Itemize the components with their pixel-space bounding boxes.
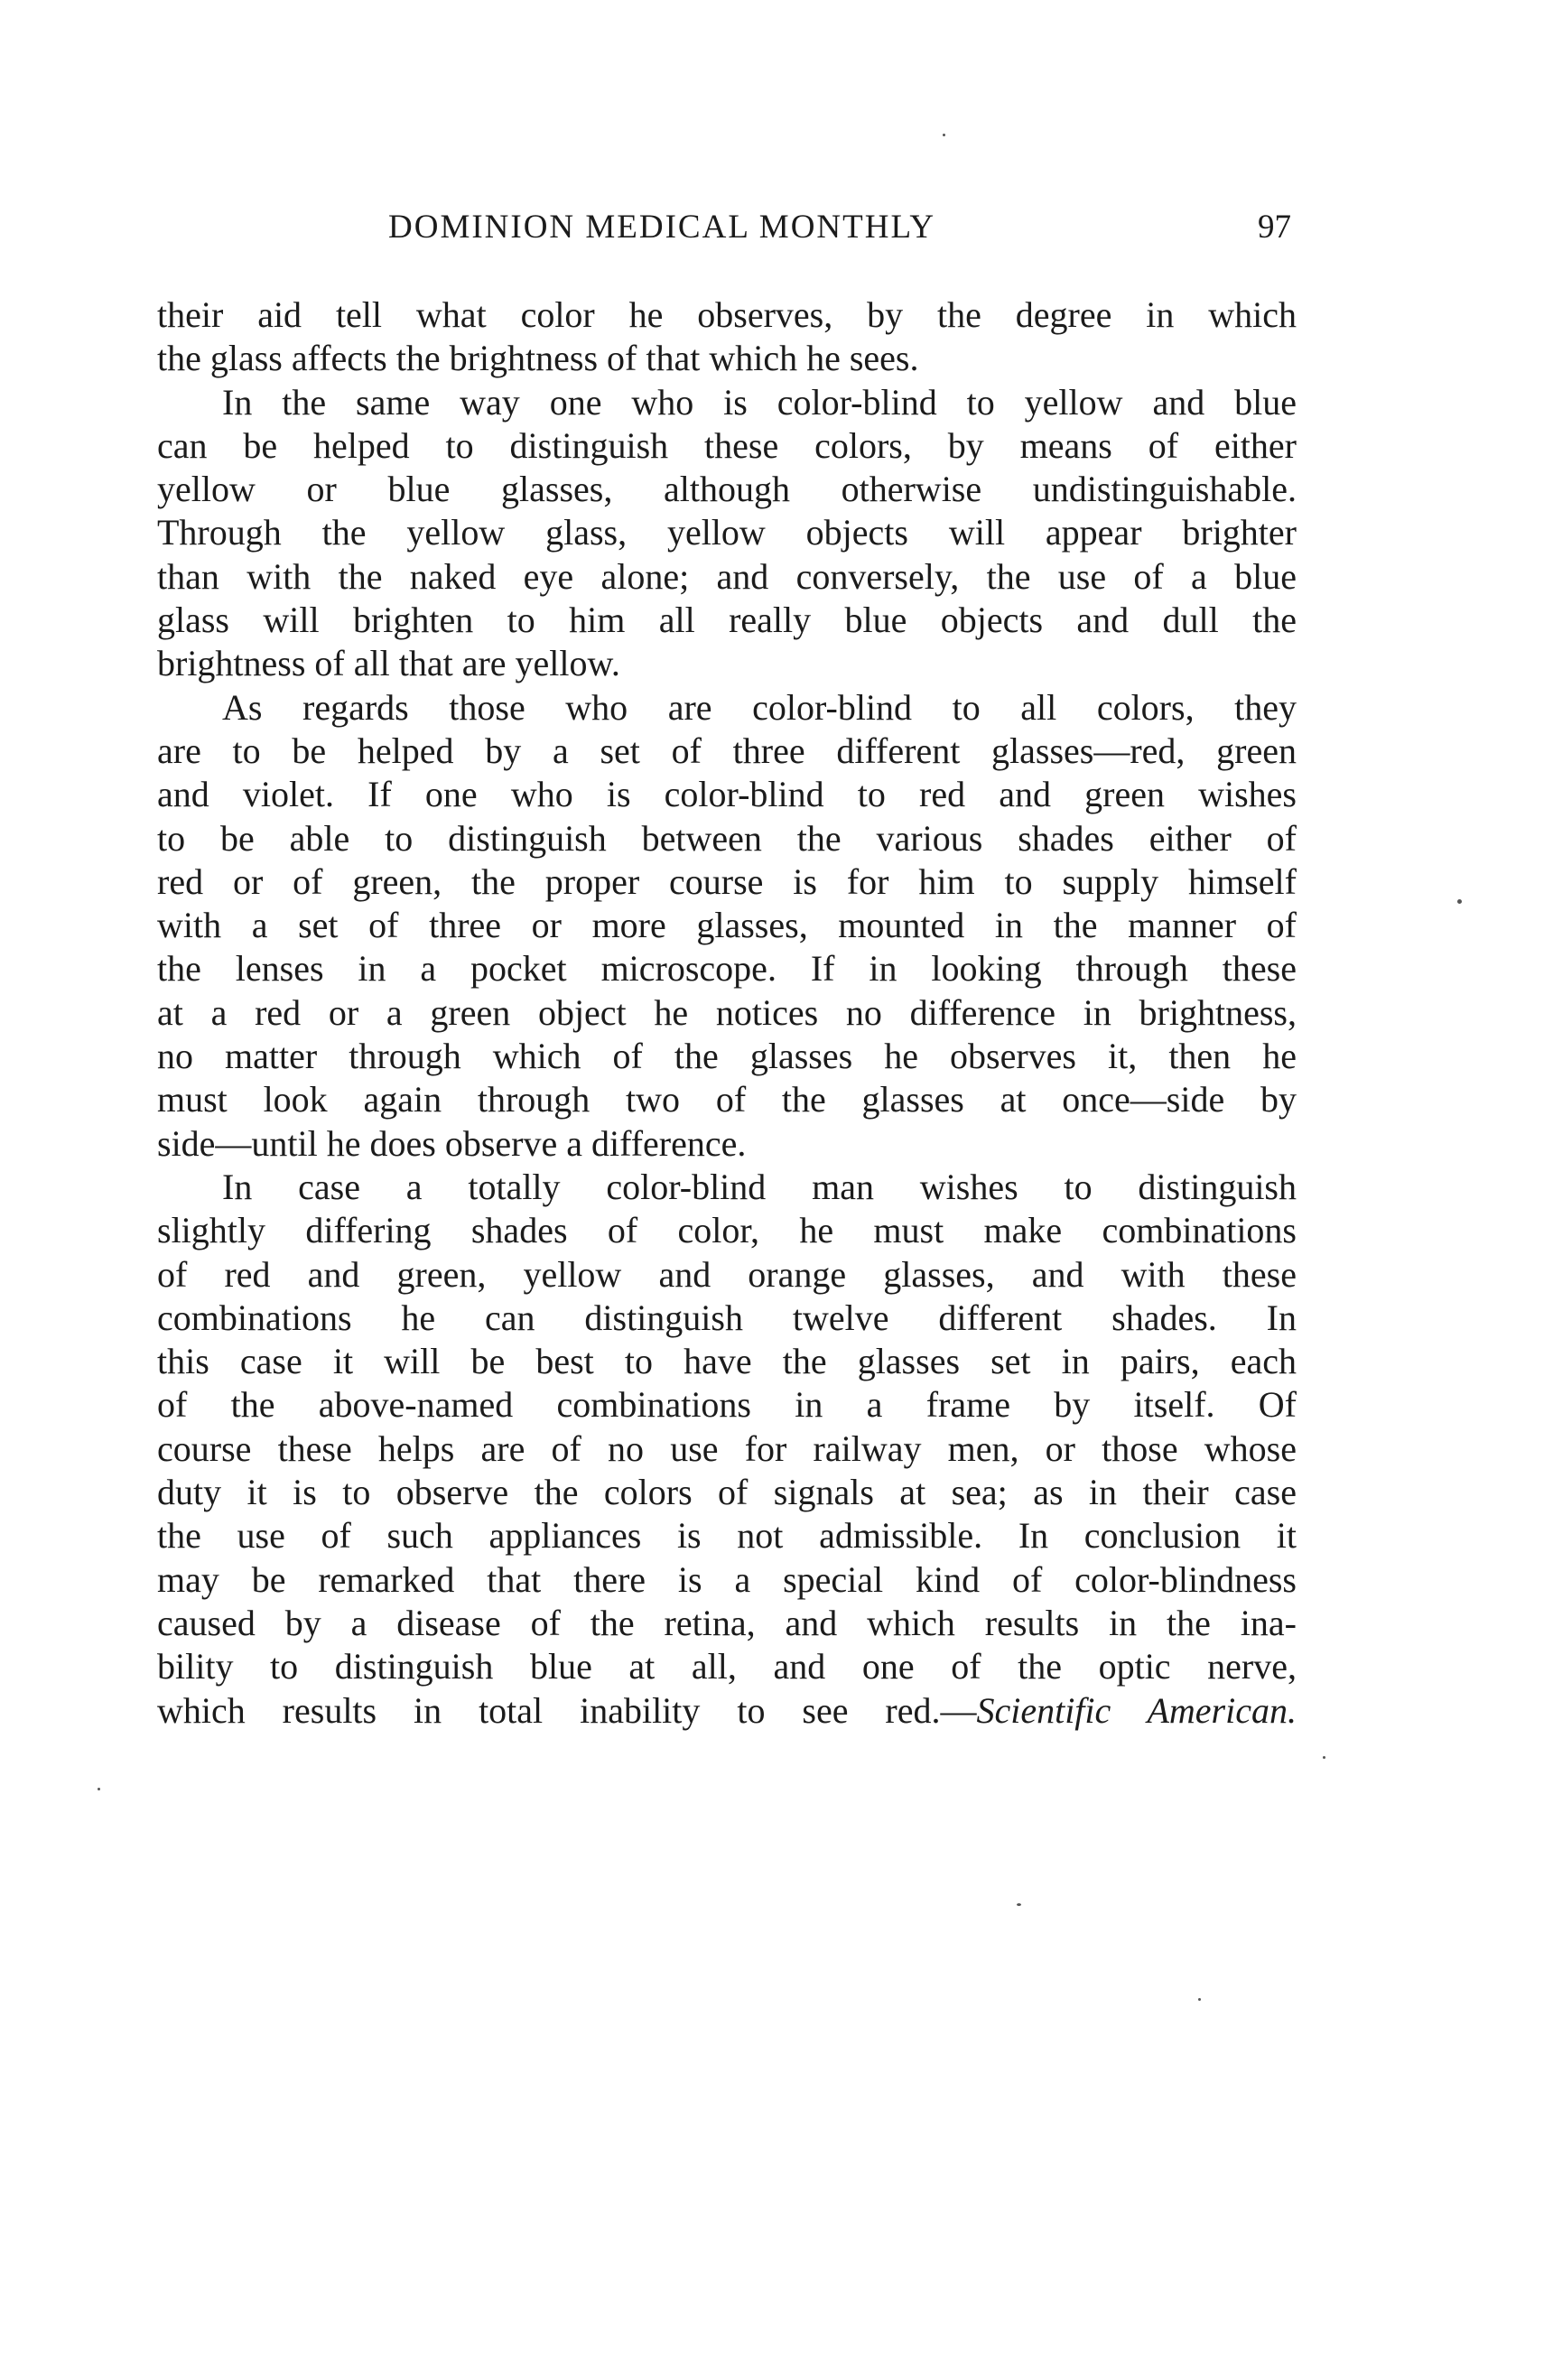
scan-speck	[1323, 1756, 1325, 1759]
paragraph-4	[157, 1166, 1297, 1733]
text-line: no matter through which of the glasses he observes it, then he	[157, 1036, 1297, 1077]
text-line: slightly differing shades of color, he must make combinations	[157, 1210, 1297, 1251]
article-body	[157, 293, 1297, 1733]
text-line: Through the yellow glass, yellow objects will appear brighter	[157, 512, 1297, 553]
text-line: at a red or a green object he notices no difference in brightness,	[157, 991, 1297, 1033]
scan-speck	[1198, 1998, 1201, 2001]
text-line: yellow or blue glasses, although otherwise undistinguishable.	[157, 469, 1297, 510]
running-head	[388, 208, 1291, 262]
text-line: than with the naked eye alone; and conversely, the use of a blue	[157, 555, 1297, 597]
scan-speck	[1457, 899, 1462, 904]
final-line-text: which results in total inability to see red.—	[157, 1689, 977, 1731]
text-line: combinations he can distinguish twelve different shades. In	[157, 1297, 1297, 1338]
text-line: In the same way one who is color-blind to yellow and blue	[222, 381, 1297, 423]
text-line: course these helps are of no use for railway men, or those whose	[157, 1427, 1297, 1469]
text-line: the use of such appliances is not admissible. In conclusion it	[157, 1515, 1297, 1557]
text-line: of red and green, yellow and orange glasses, and with these	[157, 1253, 1297, 1295]
text-line: In case a totally color-blind man wishes to distinguish	[222, 1166, 1297, 1207]
text-line: must look again through two of the glasses at once—side by	[157, 1079, 1297, 1120]
text-line: to be able to distinguish between the various shades either of	[157, 817, 1297, 859]
text-line: with a set of three or more glasses, mounted in the manner of	[157, 905, 1297, 946]
text-line: side—until he does observe a difference.	[157, 1122, 747, 1164]
text-line: caused by a disease of the retina, and which results in the ina-	[157, 1602, 1297, 1643]
text-line: are to be helped by a set of three different glasses—red, green	[157, 730, 1297, 771]
text-line: can be helped to distinguish these colors, by means of either	[157, 424, 1297, 466]
text-line: bility to distinguish blue at all, and one of the optic nerve,	[157, 1646, 1297, 1687]
page-number: 97	[1258, 209, 1291, 246]
text-line: may be remarked that there is a special kind of color-blindness	[157, 1558, 1297, 1600]
text-line: As regards those who are color-blind to all colors, they	[222, 686, 1297, 728]
text-line: red or of green, the proper course is for him to supply himself	[157, 860, 1297, 902]
text-line: their aid tell what color he observes, by the degree in which	[157, 294, 1297, 335]
paragraph-3	[157, 686, 1297, 1166]
citation-source: Scientific American.	[976, 1689, 1297, 1731]
text-line: this case it will be best to have the glasses set in pairs, each	[157, 1341, 1297, 1382]
paragraph-2	[157, 381, 1297, 686]
journal-title: DOMINION MEDICAL MONTHLY	[388, 209, 936, 246]
scan-speck	[1017, 1903, 1021, 1906]
final-text-line	[157, 1689, 1297, 1733]
text-line: the glass affects the brightness of that which he sees.	[157, 338, 919, 379]
text-line: the lenses in a pocket microscope. If in looking through these	[157, 948, 1297, 990]
text-line: of the above-named combinations in a frame by itself. Of	[157, 1384, 1297, 1426]
text-line: brightness of all that are yellow.	[157, 643, 620, 684]
text-line: and violet. If one who is color-blind to red and green wishes	[157, 774, 1297, 815]
scan-speck	[98, 1788, 100, 1790]
text-line: duty it is to observe the colors of signals at sea; as in their case	[157, 1472, 1297, 1513]
text-line: glass will brighten to him all really blue objects and dull the	[157, 600, 1297, 641]
paragraph-1	[157, 293, 1297, 381]
scan-speck	[943, 134, 945, 136]
